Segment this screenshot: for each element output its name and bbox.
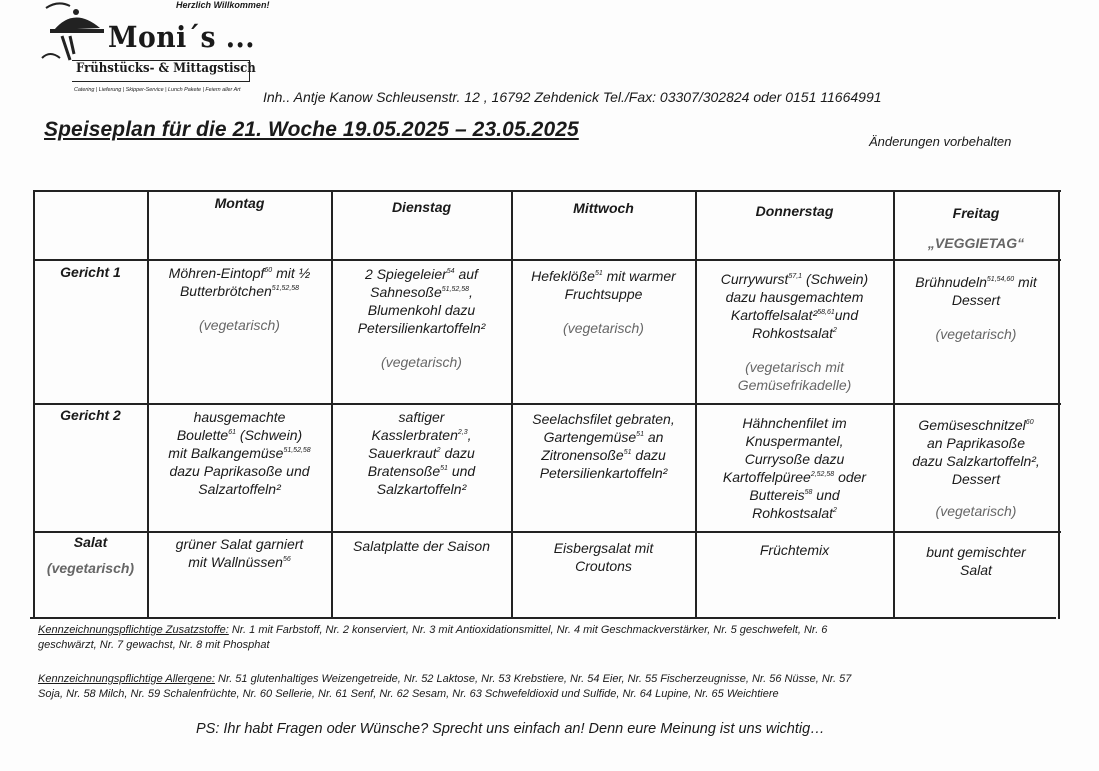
salad-tuesday: Salatplatte der Saison bbox=[353, 538, 490, 554]
day-header-friday bbox=[894, 204, 1058, 252]
additives-legend bbox=[38, 623, 1048, 653]
table-border-bottom bbox=[30, 617, 1056, 619]
dish-g2-monday: hausgemachte Boulette$^{61}$ (Schwein) mit Balkangemüse$^{51,52,58}$ dazu Paprikasoße und Salzartoffeln² bbox=[168, 409, 311, 497]
dish-g2-thursday: Hähnchenfilet im Knuspermantel, Currysoße dazu Kartoffelpüree$^{2,52,58}$ oder Buttereis$^{58}$ und Rohkostsalat$^2$ bbox=[722, 415, 867, 521]
salad-thursday: Früchtemix bbox=[759, 542, 830, 558]
table-divider bbox=[33, 259, 1061, 261]
additives-text-2: geschwärzt, Nr. 7 gewachst, Nr. 8 mit Phosphat bbox=[38, 639, 270, 651]
allergens-label: Kennzeichnungspflichtige Allergene: bbox=[38, 673, 215, 685]
owner-address: Inh.. Antje Kanow Schleusenstr. 12 , 16792 Zehdenick Tel./Fax: 03307/302824 oder 0151 11664991 bbox=[263, 89, 882, 105]
table-divider bbox=[33, 403, 1061, 405]
day-label: Freitag bbox=[952, 205, 1000, 221]
row-label-gericht-2: Gericht 2 bbox=[60, 407, 121, 423]
additives-label: Kennzeichnungspflichtige Zusatzstoffe: bbox=[38, 624, 229, 636]
salad-wednesday: Eisbergsalat mit Croutons bbox=[553, 540, 654, 574]
table-divider bbox=[33, 531, 1061, 533]
table-border-top bbox=[33, 190, 1061, 192]
allergens-text: Nr. 51 glutenhaltiges Weizengetreide, Nr. 52 Laktose, Nr. 53 Krebstiere, Nr. 54 Eier, Nr. 55 Fischerzeugnisse, Nr. 56 Nüsse, Nr. 57 bbox=[214, 673, 852, 685]
vegetarian-note: (vegetarisch) bbox=[46, 560, 135, 576]
dish-g1-thursday: Currywurst$^{57,1}$ (Schwein) dazu hausgemachtem Kartoffelsalat²$^{58,61}$und Rohkostsalat$^2$ (vegetarisch mit Gemüsefrikadelle) bbox=[696, 270, 893, 394]
dish-g1-wednesday: Hefeklöße$^{51}$ mit warmer Fruchtsuppe (vegetarisch) bbox=[512, 267, 695, 337]
cloche-waiter-icon bbox=[40, 0, 108, 62]
table-border-right bbox=[1058, 190, 1060, 619]
veggie-day-note: „VEGGIETAG“ bbox=[927, 235, 1025, 251]
salad-monday: grüner Salat garniert mit Wallnüssen$^{56}$ bbox=[175, 536, 304, 570]
allergens-text-2: Soja, Nr. 58 Milch, Nr. 59 Schalenfrüchte, Nr. 60 Sellerie, Nr. 61 Senf, Nr. 62 Sesam, Nr. 63 Schwefeldioxid und Sulfide, Nr. 64 Lupine, Nr. 65 Weichtiere bbox=[38, 688, 779, 700]
vegetarian-alternative-note: (vegetarisch mit Gemüsefrikadelle) bbox=[737, 359, 852, 393]
salad-friday: bunt gemischter Salat bbox=[926, 544, 1026, 578]
dish-g1-tuesday: 2 Spiegeleier$^{54}$ auf Sahnesoße$^{51,52,58}$, Blumenkohl dazu Petersilienkartoffeln² (vegetarisch) bbox=[332, 265, 511, 371]
day-header-monday: Montag bbox=[214, 195, 265, 211]
dish-g1-friday: Brühnudeln$^{51,54,60}$ mit Dessert (vegetarisch) bbox=[894, 273, 1058, 343]
vegetarian-note: (vegetarisch) bbox=[935, 503, 1017, 519]
brand-name: Moni´s ... bbox=[108, 20, 255, 54]
day-header-wednesday: Mittwoch bbox=[573, 200, 634, 216]
changes-note: Änderungen vorbehalten bbox=[869, 134, 1012, 149]
dish-g2-wednesday: Seelachsfilet gebraten, Gartengemüse$^{51}$ an Zitronensoße$^{51}$ dazu Petersilienkartoffeln² bbox=[532, 411, 675, 481]
allergens-legend bbox=[38, 672, 1048, 702]
day-header-tuesday: Dienstag bbox=[391, 199, 452, 215]
vegetarian-note: (vegetarisch) bbox=[199, 317, 280, 333]
day-header-thursday: Donnerstag bbox=[755, 203, 834, 219]
additives-text: Nr. 1 mit Farbstoff, Nr. 2 konserviert, Nr. 3 mit Antioxidationsmittel, Nr. 4 mit Geschmackverstärker, Nr. 5 geschwefelt, Nr. 6 bbox=[228, 624, 828, 636]
dish-g2-tuesday: saftiger Kasslerbraten$^{2,3}$, Sauerkraut$^2$ dazu Bratensoße$^{51}$ und Salzkartoffeln² bbox=[367, 409, 476, 497]
row-label-salat bbox=[34, 533, 147, 577]
row-label-text: Salat bbox=[73, 534, 108, 550]
ps-note: PS: Ihr habt Fragen oder Wünsche? Sprecht uns einfach an! Denn eure Meinung ist uns wichtig… bbox=[196, 721, 825, 737]
welcome-text: Herzlich Willkommen! bbox=[176, 0, 270, 10]
dish-g1-monday: Möhren-Eintopf$^{60}$ mit ½ Butterbrötchen$^{51,52,58}$ (vegetarisch) bbox=[148, 264, 331, 334]
page-title: Speiseplan für die 21. Woche 19.05.2025 – 23.05.2025 bbox=[44, 118, 579, 141]
brand-subtitle: Frühstücks- & Mittagstisch bbox=[76, 61, 256, 76]
vegetarian-note: (vegetarisch) bbox=[563, 320, 644, 336]
row-label-gericht-1: Gericht 1 bbox=[60, 264, 121, 280]
brand-tagline: Catering | Lieferung | Skipper-Service | Lunch Pakete | Feiern aller Art bbox=[74, 87, 241, 93]
dish-g2-friday: Gemüseschnitzel$^{60}$ an Paprikasoße dazu Salzkartoffeln², Dessert (vegetarisch) bbox=[894, 416, 1058, 520]
vegetarian-note: (vegetarisch) bbox=[935, 326, 1017, 342]
vegetarian-note: (vegetarisch) bbox=[381, 354, 462, 370]
